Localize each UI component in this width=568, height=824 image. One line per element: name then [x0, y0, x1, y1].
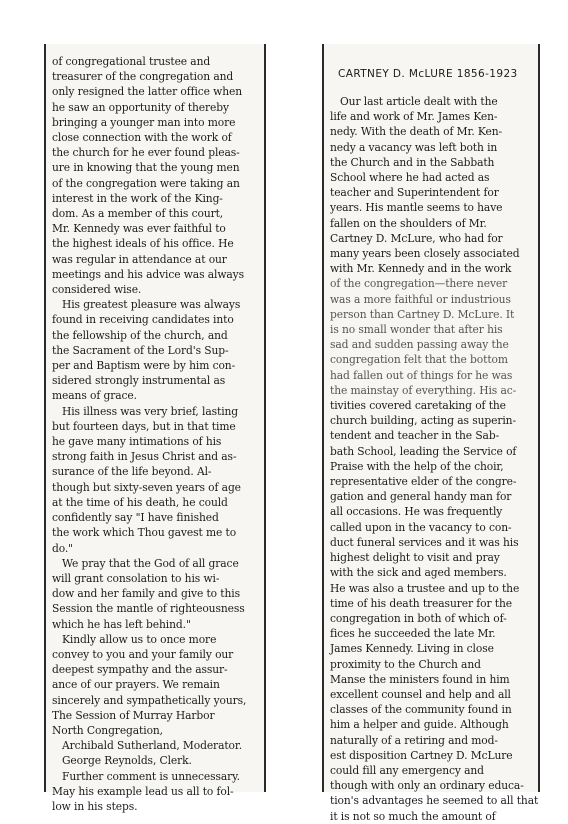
- text-line: Cartney D. McLure, who had for: [330, 231, 503, 245]
- text-line: sidered strongly instrumental as: [52, 374, 226, 388]
- paragraph: [52, 404, 260, 556]
- text-line: called upon in the vacancy to con-: [330, 520, 512, 534]
- text-line: bath School, leading the Service of: [330, 444, 517, 458]
- text-line: Our last article dealt with the: [340, 95, 498, 108]
- text-line: the work which Thou gavest me to: [52, 526, 237, 540]
- text-line: bringing a younger man into more: [52, 115, 236, 129]
- text-line: tivities covered caretaking of the: [330, 399, 506, 413]
- article-heading: CARTNEY D. McLURE 1856-1923: [338, 68, 518, 80]
- text-line: tendent and teacher in the Sab-: [330, 429, 500, 443]
- text-line: found in receiving candidates into: [52, 313, 234, 327]
- text-line: interest in the work of the King-: [52, 191, 223, 205]
- text-line: considered wise.: [52, 283, 142, 297]
- text-line: do.": [52, 541, 74, 555]
- text-line: only resigned the latter office when: [52, 85, 243, 99]
- text-line: time of his death treasurer for the: [330, 596, 512, 610]
- right-column-clipping: [322, 44, 540, 823]
- text-line: but fourteen days, but in that time: [52, 419, 236, 433]
- text-line: highest delight to visit and pray: [330, 551, 500, 565]
- text-line: proximity to the Church and: [330, 657, 481, 671]
- text-line: all occasions. He was frequently: [330, 505, 503, 519]
- text-line: is no small wonder that after his: [330, 323, 503, 337]
- text-line: Mr. Kennedy was ever faithful to: [52, 222, 226, 236]
- text-line: the mainstay of everything. His ac-: [330, 383, 517, 397]
- left-column-body: [52, 54, 260, 814]
- text-line: North Congregation,: [52, 723, 163, 737]
- paragraph: [52, 54, 260, 297]
- text-line: classes of the community found in: [330, 703, 512, 717]
- text-line: with the sick and aged members.: [330, 566, 507, 580]
- text-line: We pray that the God of all grace: [62, 556, 239, 570]
- text-line: means of grace.: [52, 389, 137, 403]
- text-line: meetings and his advice was always: [52, 267, 244, 281]
- text-line: Kindly allow us to once more: [62, 632, 217, 646]
- text-line: Manse the ministers found in him: [330, 672, 510, 686]
- text-line: he saw an opportunity of thereby: [52, 100, 229, 114]
- text-line: the church for he ever found pleas-: [52, 146, 240, 160]
- text-line: person than Cartney D. McLure. It: [330, 307, 515, 321]
- text-line: James Kennedy. Living in close: [330, 642, 494, 656]
- text-line: His greatest pleasure was always: [62, 298, 241, 312]
- text-line: He was also a trustee and up to the: [330, 581, 520, 595]
- text-line: many years been closely associated: [330, 247, 520, 261]
- text-line: est disposition Cartney D. McLure: [330, 748, 513, 762]
- text-line: His illness was very brief, lasting: [62, 404, 239, 418]
- text-line: treasurer of the congregation and: [52, 70, 234, 84]
- paragraph: [52, 632, 260, 738]
- text-line: Praise with the help of the choir,: [330, 459, 504, 473]
- text-line: School where he had acted as: [330, 171, 490, 185]
- text-line: of the congregation—there never: [330, 277, 508, 291]
- left-column-clipping: [44, 44, 266, 813]
- paragraph: [52, 556, 260, 632]
- text-line: deepest sympathy and the assur-: [52, 663, 228, 677]
- text-line: Session the mantle of righteousness: [52, 602, 245, 616]
- text-line: he gave many intimations of his: [52, 435, 222, 449]
- text-line: of the congregation were taking an: [52, 176, 240, 190]
- text-line: the Sacrament of the Lord's Sup-: [52, 343, 229, 357]
- text-line: sad and sudden passing away the: [330, 338, 509, 352]
- text-line: fices he succeeded the late Mr.: [330, 627, 496, 641]
- text-line: the highest ideals of his office. He: [52, 237, 234, 251]
- text-line: could fill any emergency and: [330, 763, 484, 777]
- text-line: ure in knowing that the young men: [52, 161, 240, 175]
- paragraph: [52, 738, 260, 768]
- text-line: which he has left behind.": [52, 617, 191, 631]
- text-line: the fellowship of the church, and: [52, 328, 228, 342]
- text-line: Archibald Sutherland, Moderator.: [62, 739, 242, 753]
- text-line: ance of our prayers. We remain: [52, 678, 220, 692]
- text-line: George Reynolds, Clerk.: [62, 754, 192, 768]
- text-line: though with only an ordinary educa-: [330, 779, 524, 793]
- paragraph: [52, 297, 260, 403]
- text-line: dow and her family and give to this: [52, 587, 240, 601]
- paragraph: [52, 769, 260, 815]
- text-line: representative elder of the congre-: [330, 475, 517, 489]
- text-line: close connection with the work of: [52, 131, 232, 145]
- text-line: years. His mantle seems to have: [330, 201, 503, 215]
- text-line: nedy. With the death of Mr. Ken-: [330, 125, 503, 139]
- text-line: tion's advantages he seemed to all that: [330, 794, 539, 808]
- text-line: will grant consolation to his wi-: [52, 571, 220, 585]
- text-line: church building, acting as superin-: [330, 414, 516, 428]
- text-line: Further comment is unnecessary.: [62, 769, 240, 783]
- text-line: The Session of Murray Harbor: [52, 708, 215, 722]
- paragraph: [330, 94, 539, 824]
- text-line: strong faith in Jesus Christ and as-: [52, 450, 237, 464]
- text-line: nedy a vacancy was left both in: [330, 140, 498, 154]
- text-line: surance of the life beyond. Al-: [52, 465, 212, 479]
- text-line: dom. As a member of this court,: [52, 207, 224, 221]
- text-line: at the time of his death, he could: [52, 495, 228, 509]
- text-line: duct funeral services and it was his: [330, 535, 519, 549]
- text-line: confidently say "I have finished: [52, 511, 219, 525]
- text-line: was regular in attendance at our: [52, 252, 227, 266]
- text-line: was a more faithful or industrious: [330, 292, 511, 306]
- text-line: of congregational trustee and: [52, 55, 211, 68]
- text-line: the Church and in the Sabbath: [330, 155, 495, 169]
- text-line: May his example lead us all to fol-: [52, 784, 234, 798]
- text-line: congregation felt that the bottom: [330, 353, 508, 367]
- text-line: though but sixty-seven years of age: [52, 480, 241, 494]
- text-line: congregation in both of which of-: [330, 611, 507, 625]
- text-line: teacher and Superintendent for: [330, 186, 499, 200]
- right-column-body: [330, 94, 539, 824]
- text-line: gation and general handy man for: [330, 490, 512, 504]
- text-line: with Mr. Kennedy and in the work: [330, 262, 512, 276]
- text-line: life and work of Mr. James Ken-: [330, 110, 498, 124]
- text-line: it is not so much the amount of: [330, 809, 496, 823]
- text-line: excellent counsel and help and all: [330, 687, 511, 701]
- text-line: had fallen out of things for he was: [330, 368, 513, 382]
- text-line: him a helper and guide. Although: [330, 718, 509, 732]
- text-line: per and Baptism were by him con-: [52, 359, 236, 373]
- text-line: naturally of a retiring and mod-: [330, 733, 498, 747]
- text-line: sincerely and sympathetically yours,: [52, 693, 247, 707]
- text-line: low in his steps.: [52, 799, 138, 813]
- text-line: convey to you and your family our: [52, 647, 234, 661]
- text-line: fallen on the shoulders of Mr.: [330, 216, 487, 230]
